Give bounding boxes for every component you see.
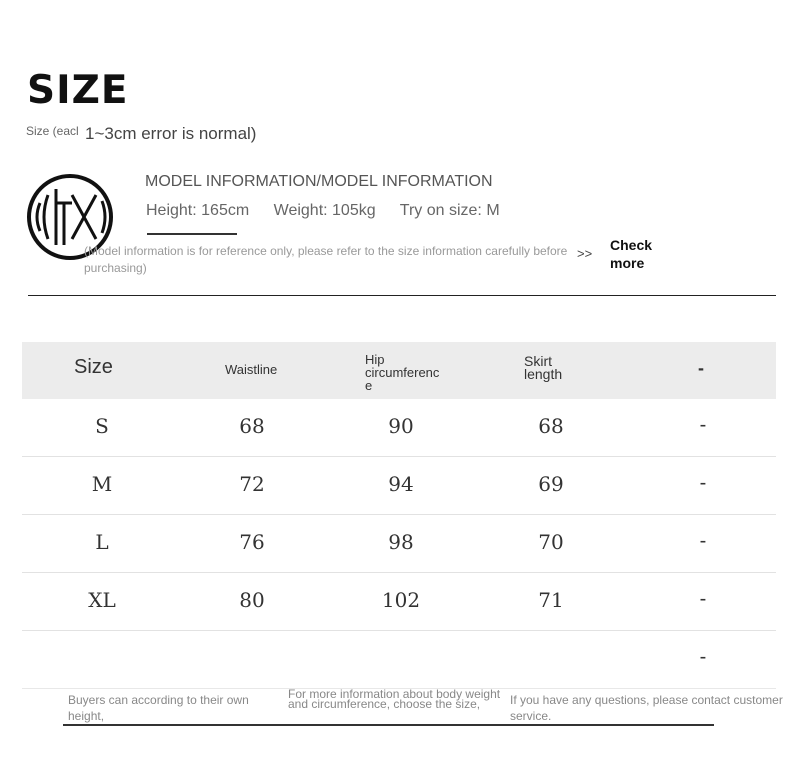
cell-skirt: 69: [538, 472, 564, 496]
table-row: [22, 399, 776, 457]
table-row: [22, 573, 776, 631]
cell-size: XL: [88, 588, 116, 612]
size-note-large: 1~3cm error is normal): [85, 124, 260, 144]
model-weight: Weight: 105kg: [273, 202, 376, 219]
cell-skirt: 71: [538, 588, 564, 612]
check-more-link[interactable]: Check more: [610, 237, 653, 271]
cell-extra: -: [699, 646, 707, 668]
model-disclaimer: (Model information is for reference only, please refer to the size information carefully before purchasing): [84, 244, 568, 275]
cell-skirt: 70: [538, 530, 564, 554]
cell-waist: 68: [239, 414, 265, 438]
footer-divider: [63, 724, 714, 726]
cell-extra: -: [699, 414, 707, 436]
size-note-small: Size (eacl: [26, 124, 79, 138]
cell-extra: -: [699, 588, 707, 610]
cell-hip: 102: [381, 588, 421, 612]
cell-skirt: 68: [538, 414, 564, 438]
size-table: [22, 342, 776, 689]
footer-note-contact: If you have any questions, please contact customer service.: [510, 693, 783, 723]
model-height: Height: 165cm: [146, 202, 250, 219]
cell-waist: 72: [239, 472, 265, 496]
cell-size: M: [91, 472, 113, 496]
header-size: Size: [74, 356, 113, 378]
table-row: [22, 515, 776, 573]
model-try-on-size: Try on size: M: [399, 202, 500, 219]
model-info-title: MODEL INFORMATION/MODEL INFORMATION: [145, 173, 493, 190]
cell-hip: 94: [388, 472, 414, 496]
table-row: [22, 631, 776, 689]
cell-hip: 90: [388, 414, 414, 438]
footer-note-weight: For more information about body weight and circumference, choose the size,: [288, 687, 501, 711]
cell-waist: 76: [239, 530, 265, 554]
model-stats: [146, 202, 520, 220]
cell-hip: 98: [388, 530, 414, 554]
header-hip-circumference: Hip circumferenc e: [365, 352, 440, 393]
size-table-header: [22, 342, 776, 399]
cell-size: S: [95, 414, 109, 438]
header-skirt-length: Skirt length: [524, 353, 563, 382]
table-row: [22, 457, 776, 515]
double-arrow-icon: >>: [577, 246, 593, 261]
section-divider: [28, 295, 776, 296]
cell-extra: -: [699, 530, 707, 552]
cell-size: L: [95, 530, 109, 554]
header-extra: -: [698, 358, 704, 378]
cell-waist: 80: [239, 588, 265, 612]
header-waistline: Waistline: [225, 362, 278, 377]
cell-extra: -: [699, 472, 707, 494]
page-title: SIZE: [27, 68, 129, 113]
footer-note-height: Buyers can according to their own height,: [68, 693, 249, 723]
model-underline: [147, 233, 237, 235]
